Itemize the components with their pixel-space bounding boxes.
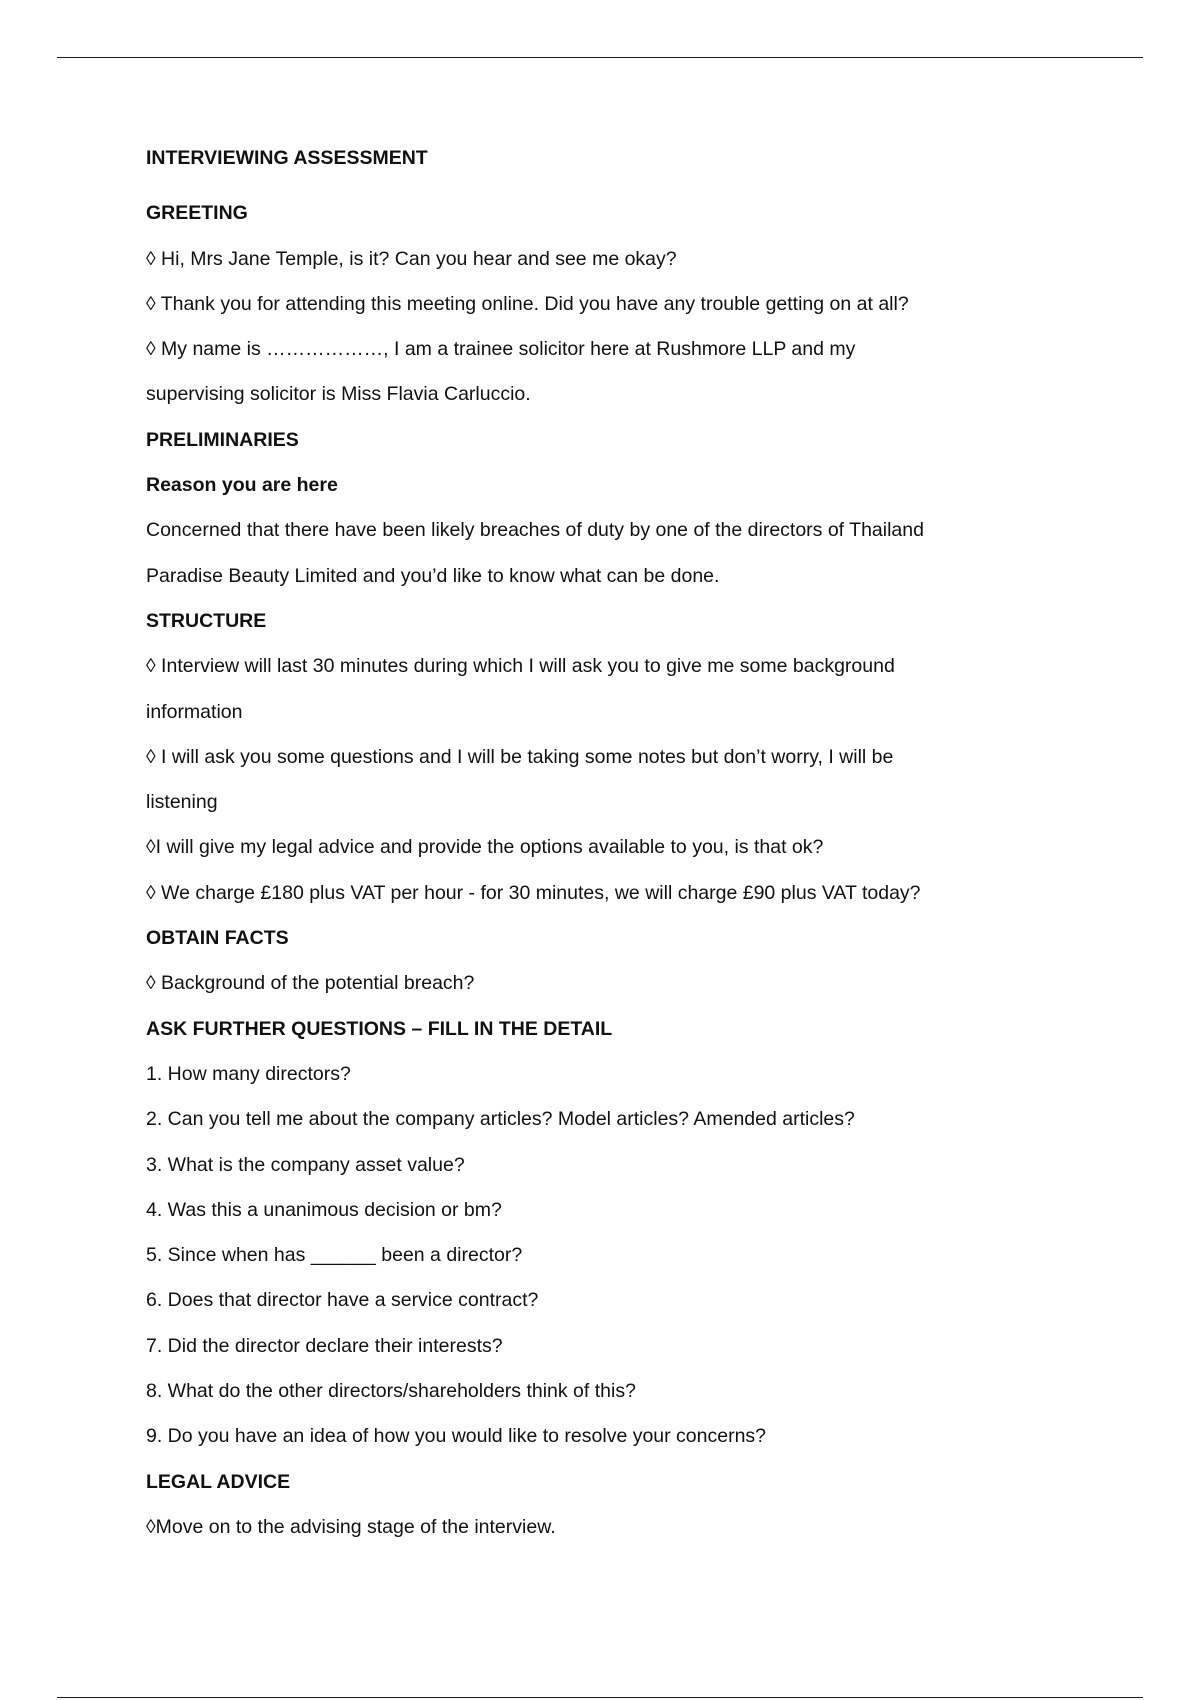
text-line: ◊Move on to the advising stage of the interview. [146,1515,556,1538]
section-heading: LEGAL ADVICE [146,1470,291,1493]
text-line: supervising solicitor is Miss Flavia Carluccio. [146,383,531,406]
text-line: ◊ I will ask you some questions and I will be taking some notes but don’t worry, I will be [146,745,894,768]
footer-rule [57,1697,1143,1698]
section-heading: INTERVIEWING ASSESSMENT [146,147,428,169]
text-line: Paradise Beauty Limited and you’d like to know what can be done. [146,564,720,587]
text-line: ◊I will give my legal advice and provide the options available to you, is that ok? [146,836,824,859]
header-rule [57,57,1143,58]
text-line: listening [146,791,218,814]
text-line: 3. What is the company asset value? [146,1153,465,1176]
text-line: 5. Since when has ______ been a director? [146,1244,523,1267]
text-line: 2. Can you tell me about the company articles? Model articles? Amended articles? [146,1108,855,1131]
text-line: 1. How many directors? [146,1062,351,1085]
text-line: 6. Does that director have a service contract? [146,1289,539,1312]
text-line: ◊ Interview will last 30 minutes during which I will ask you to give me some background [146,655,895,678]
section-heading: GREETING [146,202,248,225]
section-heading: Reason you are here [146,474,338,497]
text-line: 8. What do the other directors/shareholders think of this? [146,1380,636,1403]
text-line: information [146,700,243,723]
text-line: ◊ We charge £180 plus VAT per hour - for 30 minutes, we will charge £90 plus VAT today? [146,881,921,904]
text-line: 9. Do you have an idea of how you would like to resolve your concerns? [146,1425,767,1448]
section-heading: ASK FURTHER QUESTIONS – FILL IN THE DETAIL [146,1017,613,1040]
section-heading: STRUCTURE [146,609,267,632]
text-line: ◊ Hi, Mrs Jane Temple, is it? Can you hear and see me okay? [146,247,677,270]
section-heading: PRELIMINARIES [146,428,299,451]
text-line: ◊ Thank you for attending this meeting online. Did you have any trouble getting on at all? [146,292,909,315]
text-line: Concerned that there have been likely breaches of duty by one of the directors of Thailand [146,519,924,542]
document-body [146,146,1146,1550]
text-line: ◊ Background of the potential breach? [146,972,475,995]
section-heading: OBTAIN FACTS [146,927,289,950]
text-line: 7. Did the director declare their interests? [146,1334,503,1357]
text-line: ◊ My name is ………………, I am a trainee solicitor here at Rushmore LLP and my [146,338,856,361]
text-line: 4. Was this a unanimous decision or bm? [146,1198,502,1221]
